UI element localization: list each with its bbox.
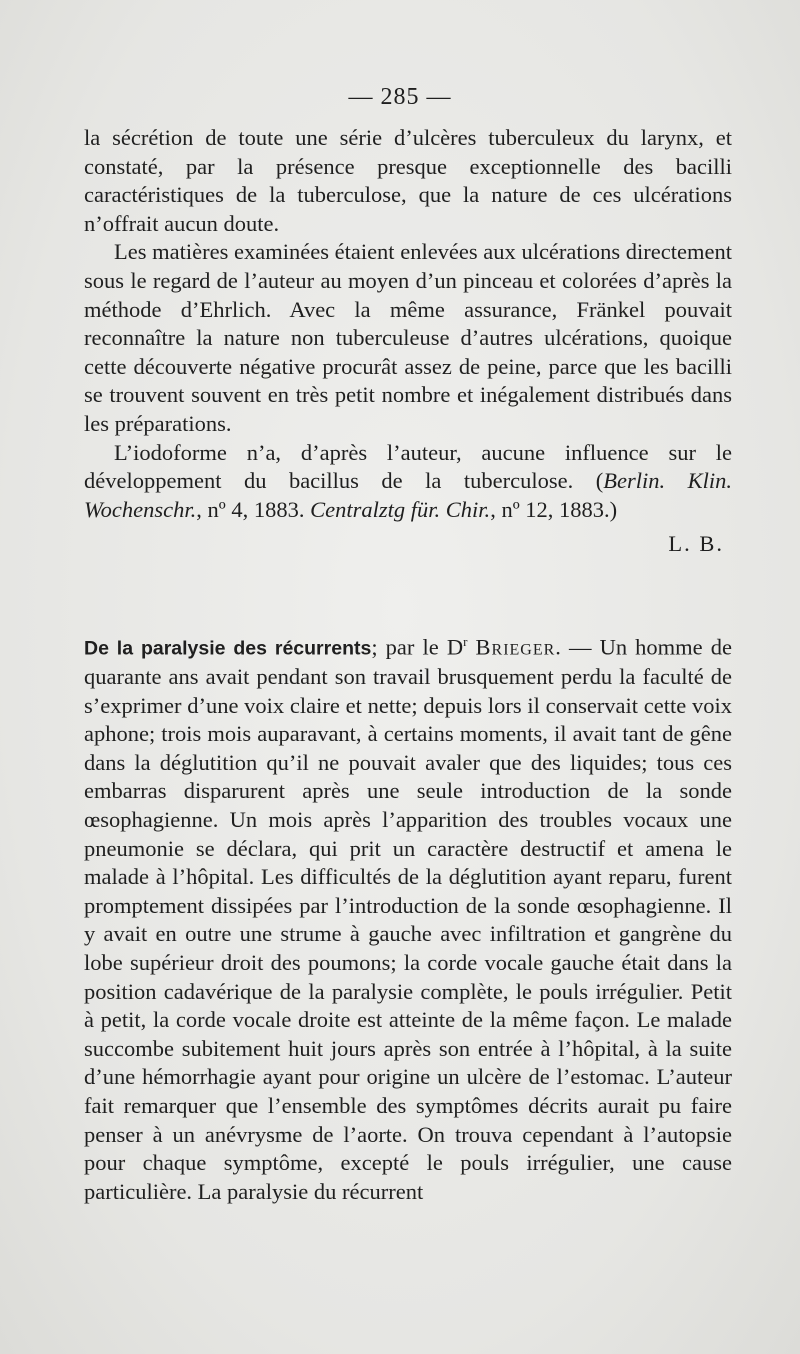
review-fraenkel [84,124,732,559]
author-signature: L. B. [668,531,724,557]
paragraph-with-citation [84,439,732,525]
paragraph: la sécrétion de toute une série d’ulcères tuberculeux du larynx, et constaté, par la présence presque exceptionnelle des bacilli caractéristiques de la tuberculose, que la nature de ces ulcérations n’offrait aucun doute. [84,125,732,236]
author-name: Brieger [475,634,556,660]
citation-details: , nº 4, 1883. [196,496,311,522]
paragraph-text: . — Un homme de quarante ans avait pendant son travail brusquement perdu la faculté de s’exprimer d’une voix claire et nette; depuis lors il conservait cette voix aphone; trois mois auparavant, à certains moments, il avait tant de gêne dans la déglutition qu’il ne pouvait avaler que des liquides; tous ces embarras disparurent après une seule introduction de la sonde œsophagienne. Un mois après l’apparition des troubles vocaux une pneumonie se déclara, qui prit un caractère destructif et amena le malade à l’hôpital. Les difficultés de la déglutition ayant reparu, furent promptement dissipées par l’introduction de la sonde œsophagienne. Il y avait en outre une strume à gauche avec infiltration et gangrène du lobe supérieur droit des poumons; la corde vocale gauche était dans la position cadavérique de la paralysie complète, le pouls irrégulier. Petit à petit, la corde vocale droite est atteinte de la même façon. Le malade succombe subitement huit jours après son entrée à l’hôpital, à la suite d’une hémorrhagie ayant pour origine un ulcère de l’estomac. L’auteur fait remarquer que l’ensemble des symptômes décrits aurait pu faire penser à un anévrysme de l’aorte. On trouva cependant à l’autopsie pour chaque symptôme, excepté le pouls irrégulier, une cause particulière. La paralysie du récurrent [84,634,732,1204]
paragraph: Les matières examinées étaient enlevées aux ulcérations directement sous le regard de l’auteur au moyen d’un pinceau et colorées d’après la méthode d’Ehrlich. Avec la même assurance, Fränkel pouvait reconnaître la nature non tuberculeuse d’autres ulcérations, quoique cette découverte négative procurât assez de peine, parce que les bacilli se trouvent souvent en très petit nombre et inégalement distribués dans les préparations. [84,239,732,436]
citation-source: Berlin. Klin. Wochenschr. [84,468,732,522]
review-brieger [84,628,732,1206]
citation-details: , nº 12, 1883.) [490,496,618,522]
paragraph-text: L’iodoforme n’a, d’après l’auteur, aucune influence sur le développement du bacillus de la tuberculose. ( [84,439,732,494]
citation-source: Centralztg für. Chir. [310,496,491,522]
page-number: — 285 — [348,84,452,110]
byline-prefix: ; par le D [371,634,464,660]
article-heading: De la paralysie des récurrents [84,637,372,660]
byline-superscript: r [463,634,468,649]
paragraph [84,628,732,1206]
